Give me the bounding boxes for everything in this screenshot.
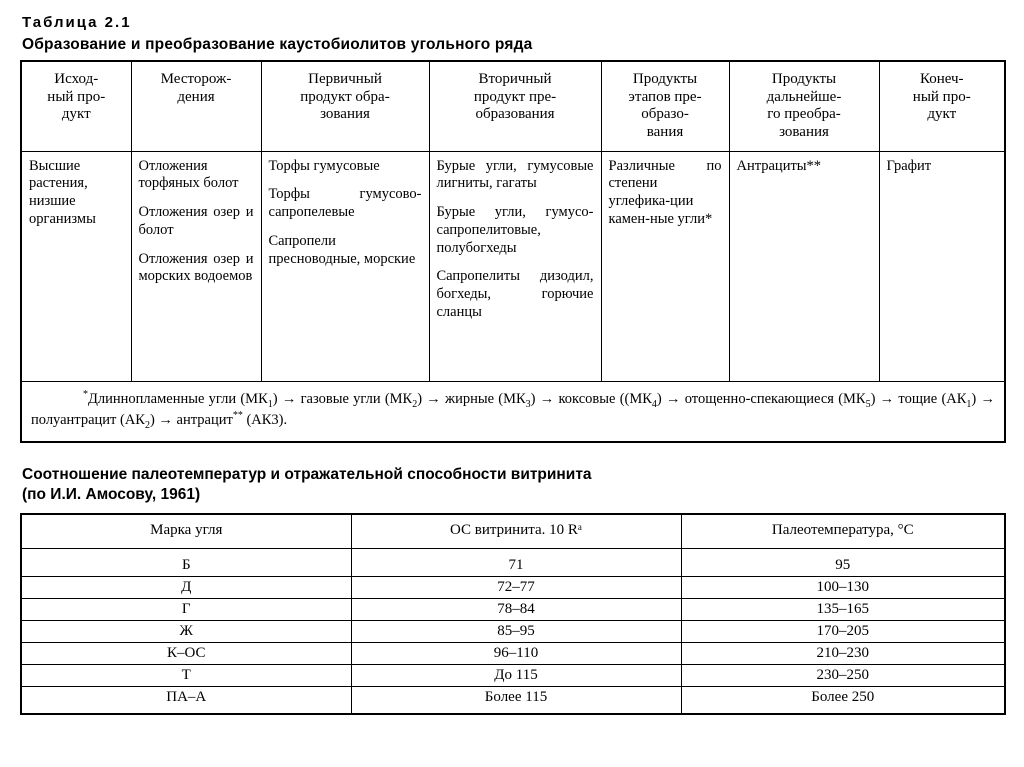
cell-further-products: Антрациты** bbox=[729, 151, 879, 381]
table1-header-cell: Первичный продукт обра- зования bbox=[261, 61, 429, 151]
vitrinite-value-cell: 85–95 bbox=[351, 620, 681, 642]
cell-deposits: Отложения торфяных болот Отложения озер и болот Отложения озер и морских водоемов bbox=[131, 151, 261, 381]
coal-grade-cell: ПА–А bbox=[21, 686, 351, 714]
coal-grade-cell: Д bbox=[21, 576, 351, 598]
table-title: Образование и преобразование каустобиолитов угольного ряда bbox=[22, 36, 533, 53]
paleotemperature-cell: 95 bbox=[681, 549, 1005, 577]
table1-header-cell: Исход- ный про- дукт bbox=[21, 61, 131, 151]
cell-final-product: Графит bbox=[879, 151, 1005, 381]
caustobiolith-table bbox=[20, 60, 1006, 443]
table-row bbox=[21, 620, 1005, 642]
paleotemperature-cell: 230–250 bbox=[681, 664, 1005, 686]
coal-grade-cell: Т bbox=[21, 664, 351, 686]
vitrinite-value-cell: 72–77 bbox=[351, 576, 681, 598]
cell-initial-product: Высшие растения, низшие организмы bbox=[21, 151, 131, 381]
table2-header-cell: Марка угля bbox=[21, 514, 351, 549]
vitrinite-paleotemperature-table bbox=[20, 513, 1006, 715]
table1-header-cell: Продукты этапов пре- образо- вания bbox=[601, 61, 729, 151]
table2-title: Соотношение палеотемператур и отражательной способности витринита (по И.И. Амосову, 1961) bbox=[22, 465, 592, 504]
paleotemperature-cell: 100–130 bbox=[681, 576, 1005, 598]
table1-header-cell: Конеч- ный про- дукт bbox=[879, 61, 1005, 151]
table-row bbox=[21, 598, 1005, 620]
table1-header-cell: Вторичный продукт пре- образования bbox=[429, 61, 601, 151]
table-row bbox=[21, 642, 1005, 664]
table-number-label: Таблица 2.1 bbox=[22, 14, 132, 31]
cell-secondary-product: Бурые угли, гумусовые лигниты, гагаты Бурые угли, гумусо-сапропелитовые, полубогхеды Сапропелиты дизодил, богхеды, горючие сланцы bbox=[429, 151, 601, 381]
table-row bbox=[21, 664, 1005, 686]
coal-grade-cell: Г bbox=[21, 598, 351, 620]
table-row bbox=[21, 549, 1005, 577]
paleotemperature-cell: 170–205 bbox=[681, 620, 1005, 642]
vitrinite-value-cell: 96–110 bbox=[351, 642, 681, 664]
vitrinite-value-cell: До 115 bbox=[351, 664, 681, 686]
table1-header-cell: Месторож- дения bbox=[131, 61, 261, 151]
coal-grade-cell: Б bbox=[21, 549, 351, 577]
table1-header-cell: Продукты дальнейше- го преобра- зования bbox=[729, 61, 879, 151]
table-footnote-row bbox=[21, 381, 1005, 441]
table2-header-row bbox=[21, 514, 1005, 549]
cell-primary-product: Торфы гумусовые Торфы гумусово-сапропелевые Сапропели пресноводные, морские bbox=[261, 151, 429, 381]
coal-grade-cell: Ж bbox=[21, 620, 351, 642]
paleotemperature-cell: Более 250 bbox=[681, 686, 1005, 714]
table-row bbox=[21, 576, 1005, 598]
vitrinite-value-cell: 71 bbox=[351, 549, 681, 577]
table2-header-cell: ОС витринита. 10 Rᵃ bbox=[351, 514, 681, 549]
vitrinite-value-cell: Более 115 bbox=[351, 686, 681, 714]
paleotemperature-cell: 135–165 bbox=[681, 598, 1005, 620]
footnote-text: *Длиннопламенные угли $(МК_1)$ → газовые угли $(МК_2)$ → жирные $(МК_3)$ → коксовые ($(МК_4)$ → отощенно-спекающиеся $(МК_5)$ → тощие $(АК_1)$ → полуантрацит $(АК_2)$ → антрацит** (АК3). bbox=[21, 381, 1005, 441]
table2-header-cell: Палеотемпература, °C bbox=[681, 514, 1005, 549]
cell-stage-products: Различные по степени углефика-ции камен-ные угли* bbox=[601, 151, 729, 381]
table-header-row bbox=[21, 61, 1005, 151]
vitrinite-value-cell: 78–84 bbox=[351, 598, 681, 620]
table-row bbox=[21, 686, 1005, 714]
table-row bbox=[21, 151, 1005, 381]
coal-grade-cell: К–ОС bbox=[21, 642, 351, 664]
paleotemperature-cell: 210–230 bbox=[681, 642, 1005, 664]
